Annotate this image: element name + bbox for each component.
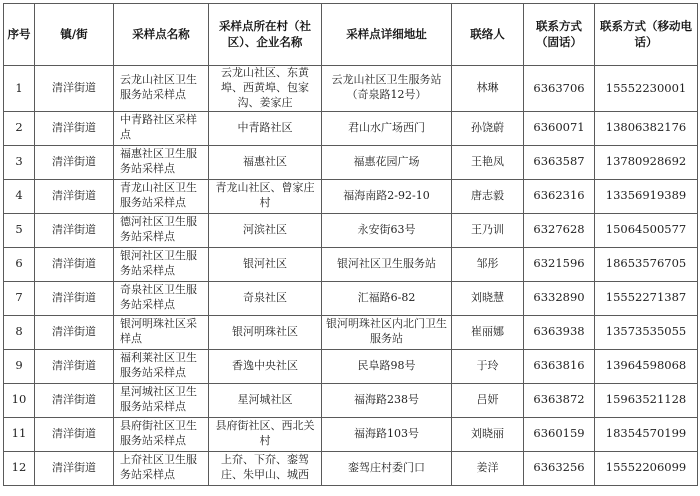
cell-mobile: 13964598068	[595, 349, 698, 383]
cell-index: 9	[4, 349, 35, 383]
cell-address: 汇福路6-82	[322, 281, 452, 315]
cell-landline: 6362316	[524, 179, 595, 213]
cell-address: 云龙山社区卫生服务站（奇泉路12号）	[322, 66, 452, 112]
cell-town: 清洋街道	[35, 315, 114, 349]
cell-mobile: 13780928692	[595, 145, 698, 179]
header-site-name: 采样点名称	[114, 4, 209, 66]
cell-town: 清洋街道	[35, 383, 114, 417]
cell-mobile: 15963521128	[595, 383, 698, 417]
cell-contact-person: 唐志毅	[452, 179, 524, 213]
cell-mobile: 13356919389	[595, 179, 698, 213]
cell-mobile: 18653576705	[595, 247, 698, 281]
table-row	[4, 281, 698, 315]
cell-community: 福惠社区	[209, 145, 322, 179]
sampling-points-table	[3, 3, 698, 486]
cell-landline: 6363872	[524, 383, 595, 417]
cell-landline: 6360071	[524, 111, 595, 145]
header-community: 采样点所在村（社区）、企业名称	[209, 4, 322, 66]
header-town: 镇/街	[35, 4, 114, 66]
cell-site-name: 德河社区卫生服务站采样点	[114, 213, 209, 247]
cell-landline: 6363256	[524, 451, 595, 485]
cell-community: 县府街社区、西北关村	[209, 417, 322, 451]
table-row	[4, 66, 698, 112]
header-landline: 联系方式（固话）	[524, 4, 595, 66]
table-row	[4, 111, 698, 145]
cell-index: 7	[4, 281, 35, 315]
cell-landline: 6363706	[524, 66, 595, 112]
cell-address: 永安街63号	[322, 213, 452, 247]
cell-index: 4	[4, 179, 35, 213]
cell-town: 清洋街道	[35, 213, 114, 247]
cell-site-name: 福惠社区卫生服务站采样点	[114, 145, 209, 179]
table-row	[4, 145, 698, 179]
cell-landline: 6363816	[524, 349, 595, 383]
cell-landline: 6321596	[524, 247, 595, 281]
cell-contact-person: 孙饶蔚	[452, 111, 524, 145]
cell-contact-person: 于玲	[452, 349, 524, 383]
cell-landline: 6363587	[524, 145, 595, 179]
cell-town: 清洋街道	[35, 145, 114, 179]
cell-site-name: 中青路社区采样点	[114, 111, 209, 145]
header-index: 序号	[4, 4, 35, 66]
cell-community: 青龙山社区、曾家庄村	[209, 179, 322, 213]
cell-contact-person: 王艳凤	[452, 145, 524, 179]
cell-community: 云龙山社区、东黄埠、西黄埠、包家沟、姜家庄	[209, 66, 322, 112]
table-row	[4, 451, 698, 485]
cell-site-name: 星河城社区卫生服务站采样点	[114, 383, 209, 417]
cell-community: 上夼、下夼、銮驾庄、朱甲山、城西	[209, 451, 322, 485]
cell-town: 清洋街道	[35, 247, 114, 281]
cell-address: 银河明珠社区内北门卫生服务站	[322, 315, 452, 349]
cell-index: 12	[4, 451, 35, 485]
cell-address: 民阜路98号	[322, 349, 452, 383]
cell-landline: 6327628	[524, 213, 595, 247]
table-header	[4, 4, 698, 66]
cell-address: 君山水广场西门	[322, 111, 452, 145]
cell-site-name: 福利莱社区卫生服务站采样点	[114, 349, 209, 383]
table-row	[4, 213, 698, 247]
cell-landline: 6332890	[524, 281, 595, 315]
cell-landline: 6363938	[524, 315, 595, 349]
table-row	[4, 247, 698, 281]
cell-site-name: 青龙山社区卫生服务站采样点	[114, 179, 209, 213]
table-body	[4, 66, 698, 486]
cell-contact-person: 刘晓慧	[452, 281, 524, 315]
header-address: 采样点详细地址	[322, 4, 452, 66]
cell-address: 福海路238号	[322, 383, 452, 417]
cell-site-name: 银河社区卫生服务站采样点	[114, 247, 209, 281]
cell-town: 清洋街道	[35, 281, 114, 315]
cell-index: 10	[4, 383, 35, 417]
cell-index: 8	[4, 315, 35, 349]
cell-community: 星河城社区	[209, 383, 322, 417]
cell-address: 福海南路2-92-10	[322, 179, 452, 213]
cell-contact-person: 崔丽娜	[452, 315, 524, 349]
cell-mobile: 15552271387	[595, 281, 698, 315]
cell-town: 清洋街道	[35, 349, 114, 383]
cell-contact-person: 刘晓丽	[452, 417, 524, 451]
header-contact-person: 联络人	[452, 4, 524, 66]
header-row	[4, 4, 698, 66]
cell-index: 5	[4, 213, 35, 247]
cell-index: 1	[4, 66, 35, 112]
table-row	[4, 179, 698, 213]
cell-address: 福海路103号	[322, 417, 452, 451]
cell-address: 银河社区卫生服务站	[322, 247, 452, 281]
cell-community: 银河明珠社区	[209, 315, 322, 349]
cell-mobile: 13573535055	[595, 315, 698, 349]
cell-community: 河滨社区	[209, 213, 322, 247]
cell-site-name: 县府街社区卫生服务站采样点	[114, 417, 209, 451]
cell-community: 香逸中央社区	[209, 349, 322, 383]
cell-community: 中青路社区	[209, 111, 322, 145]
cell-mobile: 18354570199	[595, 417, 698, 451]
cell-mobile: 15552206099	[595, 451, 698, 485]
cell-mobile: 15064500577	[595, 213, 698, 247]
cell-site-name: 上夼社区卫生服务站采样点	[114, 451, 209, 485]
cell-mobile: 13806382176	[595, 111, 698, 145]
cell-index: 2	[4, 111, 35, 145]
cell-index: 11	[4, 417, 35, 451]
table-row	[4, 315, 698, 349]
cell-mobile: 15552230001	[595, 66, 698, 112]
cell-town: 清洋街道	[35, 66, 114, 112]
cell-contact-person: 林琳	[452, 66, 524, 112]
cell-community: 银河社区	[209, 247, 322, 281]
cell-town: 清洋街道	[35, 417, 114, 451]
cell-town: 清洋街道	[35, 451, 114, 485]
cell-address: 福惠花园广场	[322, 145, 452, 179]
cell-contact-person: 吕妍	[452, 383, 524, 417]
cell-contact-person: 邹彤	[452, 247, 524, 281]
table-row	[4, 349, 698, 383]
cell-town: 清洋街道	[35, 111, 114, 145]
cell-site-name: 奇泉社区卫生服务站采样点	[114, 281, 209, 315]
cell-contact-person: 姜洋	[452, 451, 524, 485]
cell-index: 6	[4, 247, 35, 281]
table-row	[4, 417, 698, 451]
cell-contact-person: 王乃训	[452, 213, 524, 247]
table-row	[4, 383, 698, 417]
cell-community: 奇泉社区	[209, 281, 322, 315]
cell-site-name: 云龙山社区卫生服务站采样点	[114, 66, 209, 112]
cell-address: 銮驾庄村委门口	[322, 451, 452, 485]
cell-index: 3	[4, 145, 35, 179]
cell-town: 清洋街道	[35, 179, 114, 213]
header-mobile: 联系方式（移动电话）	[595, 4, 698, 66]
cell-site-name: 银河明珠社区采样点	[114, 315, 209, 349]
cell-landline: 6360159	[524, 417, 595, 451]
